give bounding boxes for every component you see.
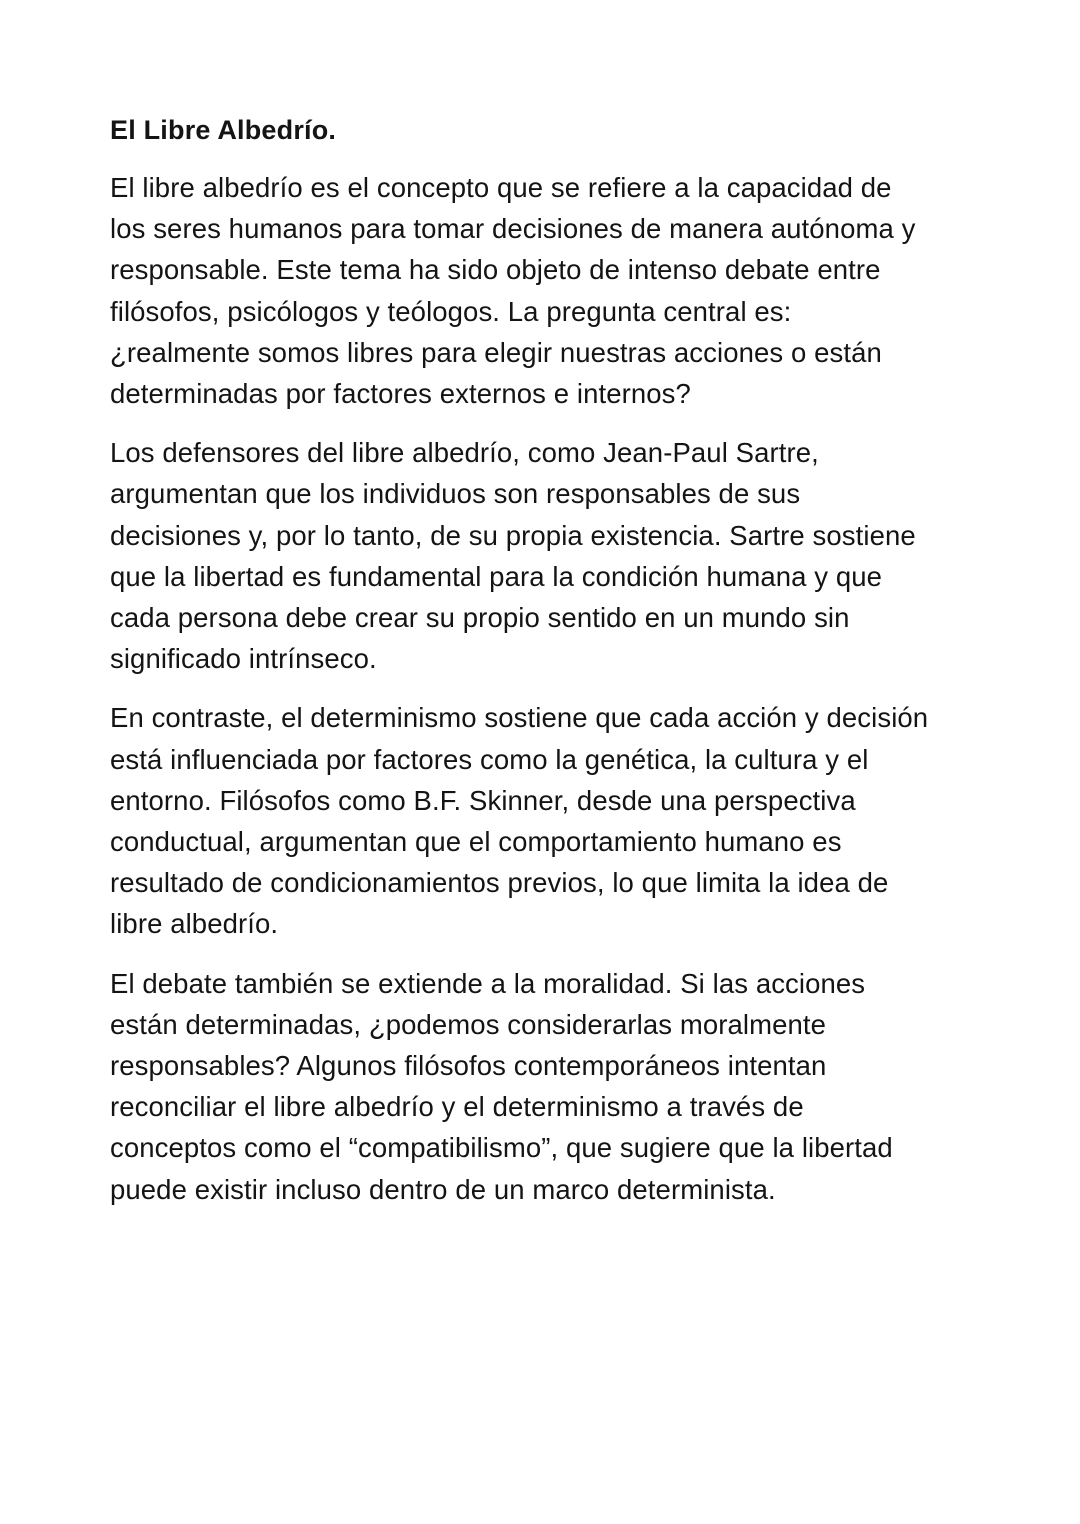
paragraph-determinism: En contraste, el determinismo sostiene que cada acción y decisión está influenciada por factores como la genética, la cultura y el entorno. Filósofos como B.F. Skinner, desde una perspectiva conductual, argumentan que el comportamiento humano es resultado de condicionamientos previos, lo que limita la idea de libre albedrío. (110, 702, 929, 940)
paragraph-morality: El debate también se extiende a la moralidad. Si las acciones están determinadas, ¿podemos considerarlas moralmente responsables? Algunos filósofos contemporáneos intentan reconciliar el libre albedrío y el determinismo a través de conceptos como el “compatibilismo”, que sugiere que la libertad puede existir incluso dentro de un marco determinista. (110, 967, 893, 1205)
paragraph-intro: El libre albedrío es el concepto que se refiere a la capacidad de los seres humanos para tomar decisiones de manera autónoma y responsable. Este tema ha sido objeto de intenso debate entre filósofos, psicólogos y teólogos. La pregunta central es: ¿realmente somos libres para elegir nuestras acciones o están determinadas por factores externos e internos? (110, 172, 916, 410)
paragraph-sartre: Los defensores del libre albedrío, como Jean-Paul Sartre, argumentan que los individuos son responsables de sus decisiones y, por lo tanto, de su propia existencia. Sartre sostiene que la libertad es fundamental para la condición humana y que cada persona debe crear su propio sentido en un mundo sin significado intrínseco. (110, 437, 916, 675)
document-title: El Libre Albedrío. (110, 115, 337, 145)
document-page (110, 108, 930, 1228)
